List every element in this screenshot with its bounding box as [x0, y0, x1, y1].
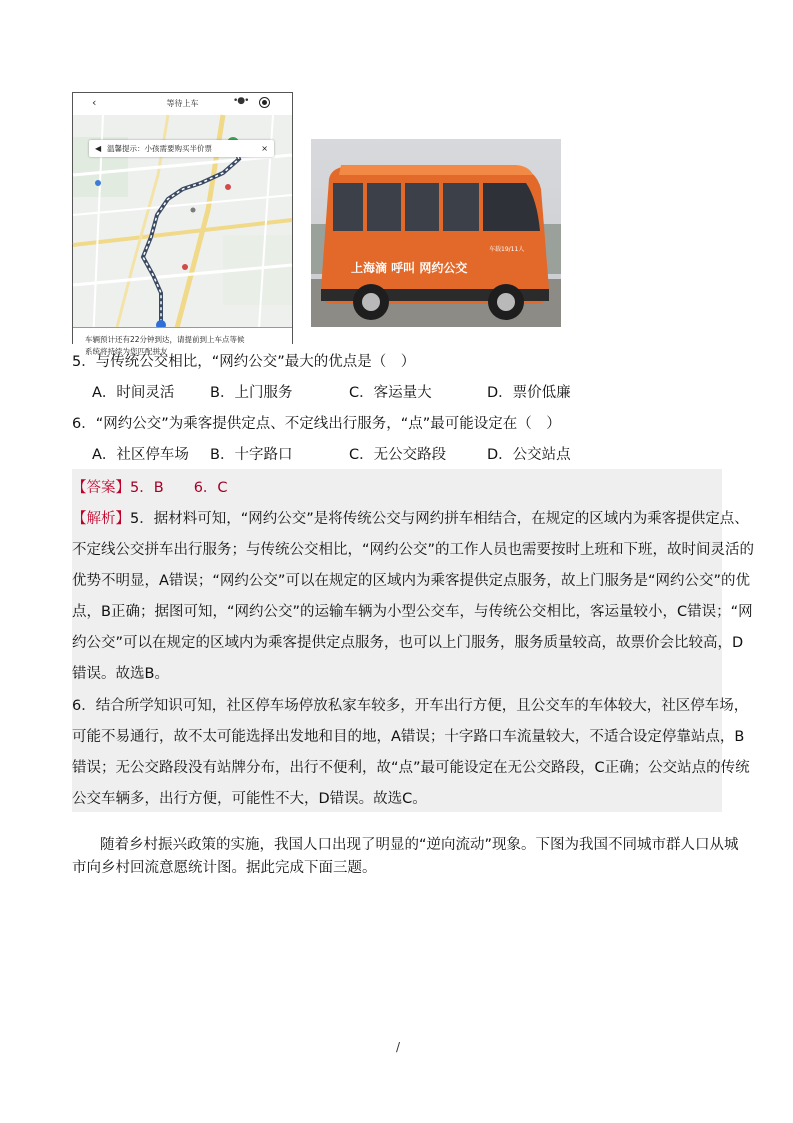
- answer-q5: 5．B: [130, 480, 164, 496]
- eta-line-2: 系统将持续为您匹配拼友: [85, 347, 168, 356]
- question-6-stem: 6．“网约公交”为乘客提供定点、不定线出行服务，“点”最可能设定在（ ）: [72, 416, 561, 432]
- q6-option-c: C．无公交路段: [349, 447, 447, 463]
- analysis-line-6: 错误。故选B。: [72, 666, 169, 682]
- analysis-line-9: 错误；无公交路段没有站牌分布，出行不便利，故“点”最可能设定在无公交路段，C正确；公交站点的传统: [72, 760, 750, 776]
- q6-option-a: A．社区停车场: [92, 447, 189, 463]
- q5-option-a: A．时间灵活: [92, 385, 175, 401]
- answer-line: [72, 478, 228, 498]
- question-5-stem: 5．与传统公交相比，“网约公交”最大的优点是（ ）: [72, 354, 416, 370]
- bus-capacity-text: 车载19/11人: [489, 246, 525, 253]
- close-icon[interactable]: ×: [261, 144, 268, 153]
- target-icon: [259, 97, 270, 108]
- q6-option-b: B．十字路口: [210, 447, 293, 463]
- q5-option-d: D．票价低廉: [487, 385, 571, 401]
- analysis-line-3: 优势不明显，A错误；“网约公交”可以在规定的区域内为乘客提供定点服务，故上门服务是“网约公交”的优: [72, 573, 750, 589]
- analysis-line-2: 不定线公交拼车出行服务；与传统公交相比，“网约公交”的工作人员也需要按时上班和下班，故时间灵活的: [72, 542, 755, 558]
- route-map: [73, 115, 292, 356]
- passage-line-2: 市向乡村回流意愿统计图。据此完成下面三题。: [72, 860, 377, 876]
- bus-photo: [311, 139, 561, 327]
- phone-header: [73, 93, 292, 115]
- more-dots-icon: •●•: [233, 96, 249, 106]
- analysis-line-4: 点，B正确；据图可知，“网约公交”的运输车辆为小型公交车，与传统公交相比，客运量较小，C错误；“网: [72, 604, 753, 620]
- analysis-line-8: 可能不易通行，故不太可能选择出发地和目的地，A错误；十字路口车流量较大，不适合设定停靠站点，B: [72, 729, 745, 745]
- analysis-line-7: 6．结合所学知识可知，社区停车场停放私家车较多，开车出行方便，且公交车的车体较大，社区停车场，: [72, 698, 749, 714]
- analysis-text-1: 5．据材料可知，“网约公交”是将传统公交与网约拼车相结合，在规定的区域内为乘客提供定点、: [130, 511, 749, 527]
- page-number: /: [396, 1040, 401, 1054]
- answer-q6: 6．C: [193, 480, 228, 496]
- chevron-left-icon: ‹: [92, 96, 97, 109]
- q5-option-c: C．客运量大: [349, 385, 432, 401]
- map-screenshot: [72, 92, 293, 356]
- bus-illustration: [311, 139, 561, 327]
- analysis-line-10: 公交车辆多，出行方便，可能性不大，D错误。故选C。: [72, 791, 427, 807]
- phone-title: 等待上车: [166, 99, 199, 108]
- analysis-line-1: [72, 509, 749, 529]
- tip-banner: [89, 140, 274, 157]
- q6-option-d: D．公交站点: [487, 447, 571, 463]
- tip-text: 温馨提示：小孩需要购买半价票: [107, 144, 212, 153]
- analysis-line-5: 约公交”可以在规定的区域内为乘客提供定点服务，也可以上门服务，服务质量较高，故票价会比较高，D: [72, 635, 744, 651]
- q5-option-b: B．上门服务: [210, 385, 293, 401]
- eta-line-1: 车辆预计还有22分钟到达，请提前到上车点等候: [85, 335, 245, 344]
- speaker-icon: ◀: [95, 144, 102, 153]
- answer-label: 【答案】: [72, 480, 130, 496]
- passage-line-1: 随着乡村振兴政策的实施，我国人口出现了明显的“逆向流动”现象。下图为我国不同城市群人口从城: [100, 837, 739, 853]
- bus-banner-text: 上海滴 呼叫 网约公交: [351, 261, 468, 275]
- analysis-label: 【解析】: [72, 511, 130, 527]
